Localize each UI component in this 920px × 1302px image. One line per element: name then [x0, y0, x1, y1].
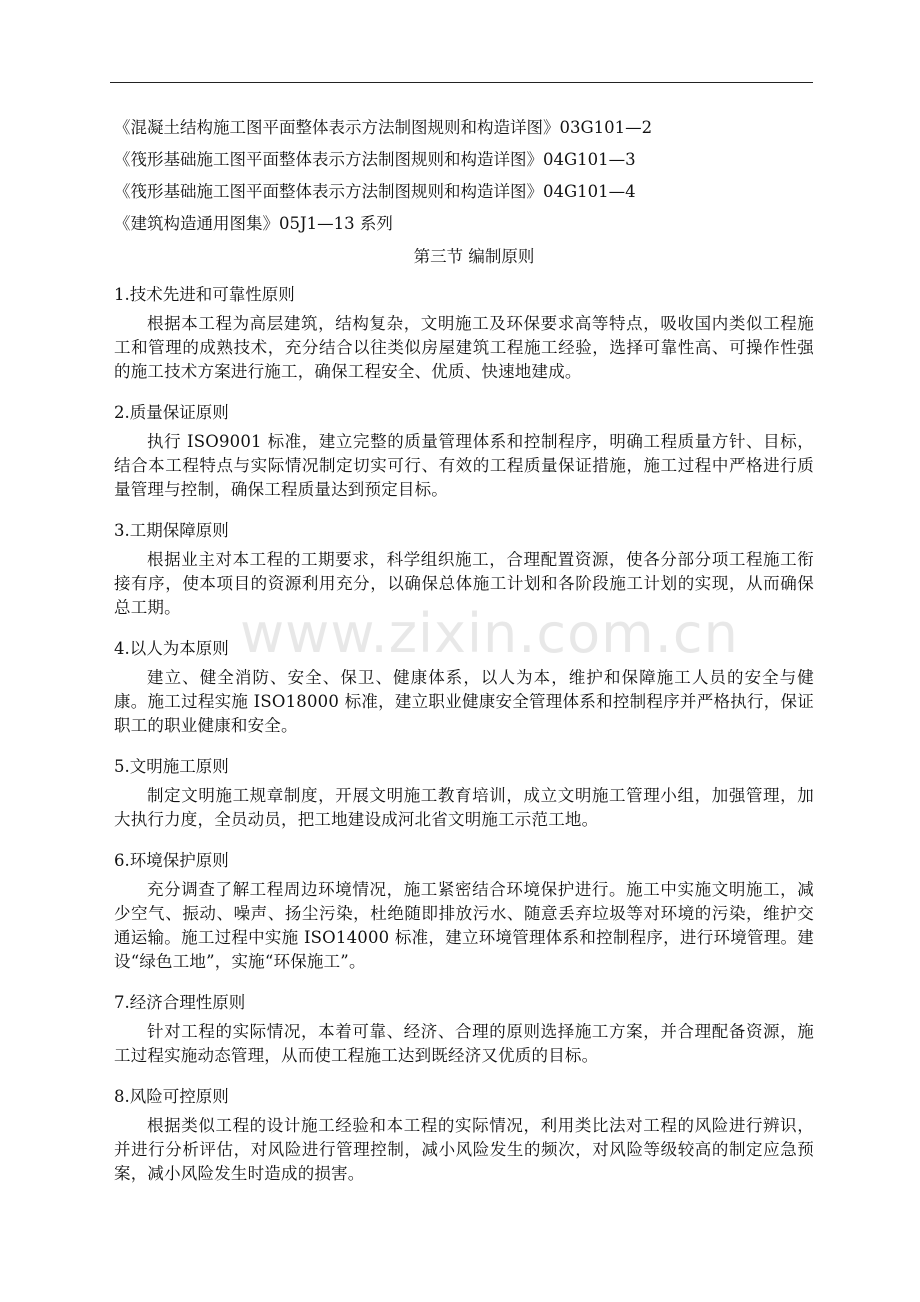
- principle-heading: 8.风险可控原则: [114, 1087, 229, 1106]
- principle-body: 充分调查了解工程周边环境情况，施工紧密结合环境保护进行。施工中实施文明施工，减少空气、振动、噪声、扬尘污染，杜绝随即排放污水、随意丢弃垃圾等对环境的污染，维护交通运输。施工过程中实施 ISO14000 标准，建立环境管理体系和控制程序，进行环境管理。建设“绿色工地”，实施“环保施工”。: [114, 880, 814, 971]
- principle-heading: 2.质量保证原则: [114, 403, 229, 422]
- reference-line: 《混凝土结构施工图平面整体表示方法制图规则和构造详图》03G101—2: [114, 118, 653, 137]
- principle-body: 建立、健全消防、安全、保卫、健康体系，以人为本，维护和保障施工人员的安全与健康。施工过程实施 ISO18000 标准，建立职业健康安全管理体系和控制程序并严格执行，保证职工的职业健康和安全。: [114, 668, 814, 735]
- document-body: [114, 112, 814, 1198]
- principle-heading: 4.以人为本原则: [114, 639, 229, 658]
- principle-body: 根据本工程为高层建筑，结构复杂，文明施工及环保要求高等特点，吸收国内类似工程施工和管理的成熟技术，充分结合以往类似房屋建筑工程施工经验，选择可靠性高、可操作性强的施工技术方案进行施工，确保工程安全、优质、快速地建成。: [114, 314, 814, 381]
- header-rule: [110, 82, 813, 83]
- principle-body: 针对工程的实际情况，本着可靠、经济、合理的原则选择施工方案，并合理配备资源，施工过程实施动态管理，从而使工程施工达到既经济又优质的目标。: [114, 1022, 814, 1065]
- principle-body: 制定文明施工规章制度，开展文明施工教育培训，成立文明施工管理小组，加强管理，加大执行力度，全员动员，把工地建设成河北省文明施工示范工地。: [114, 786, 814, 829]
- section-title: 第三节 编制原则: [413, 247, 535, 266]
- principle-body: 执行 ISO9001 标准，建立完整的质量管理体系和控制程序，明确工程质量方针、目标，结合本工程特点与实际情况制定切实可行、有效的工程质量保证措施，施工过程中严格进行质量管理与控制，确保工程质量达到预定目标。: [114, 432, 814, 499]
- principle-heading: 7.经济合理性原则: [114, 993, 246, 1012]
- principle-heading: 1.技术先进和可靠性原则: [114, 285, 295, 304]
- reference-line: 《筏形基础施工图平面整体表示方法制图规则和构造详图》04G101—4: [114, 182, 636, 201]
- watermark: www.zixin.com.cn: [240, 602, 739, 665]
- principle-heading: 5.文明施工原则: [114, 757, 229, 776]
- reference-line: 《筏形基础施工图平面整体表示方法制图规则和构造详图》04G101—3: [114, 150, 636, 169]
- principle-heading: 3.工期保障原则: [114, 521, 229, 540]
- principle-heading: 6.环境保护原则: [114, 851, 229, 870]
- principle-body: 根据类似工程的设计施工经验和本工程的实际情况，利用类比法对工程的风险进行辨识，并进行分析评估，对风险进行管理控制，减小风险发生的频次，对风险等级较高的制定应急预案，减小风险发生时造成的损害。: [114, 1116, 814, 1183]
- principle-body: 根据业主对本工程的工期要求，科学组织施工，合理配置资源，使各分部分项工程施工衔接有序，使本项目的资源利用充分，以确保总体施工计划和各阶段施工计划的实现，从而确保总工期。: [114, 550, 814, 617]
- reference-line: 《建筑构造通用图集》05J1—13 系列: [114, 214, 393, 233]
